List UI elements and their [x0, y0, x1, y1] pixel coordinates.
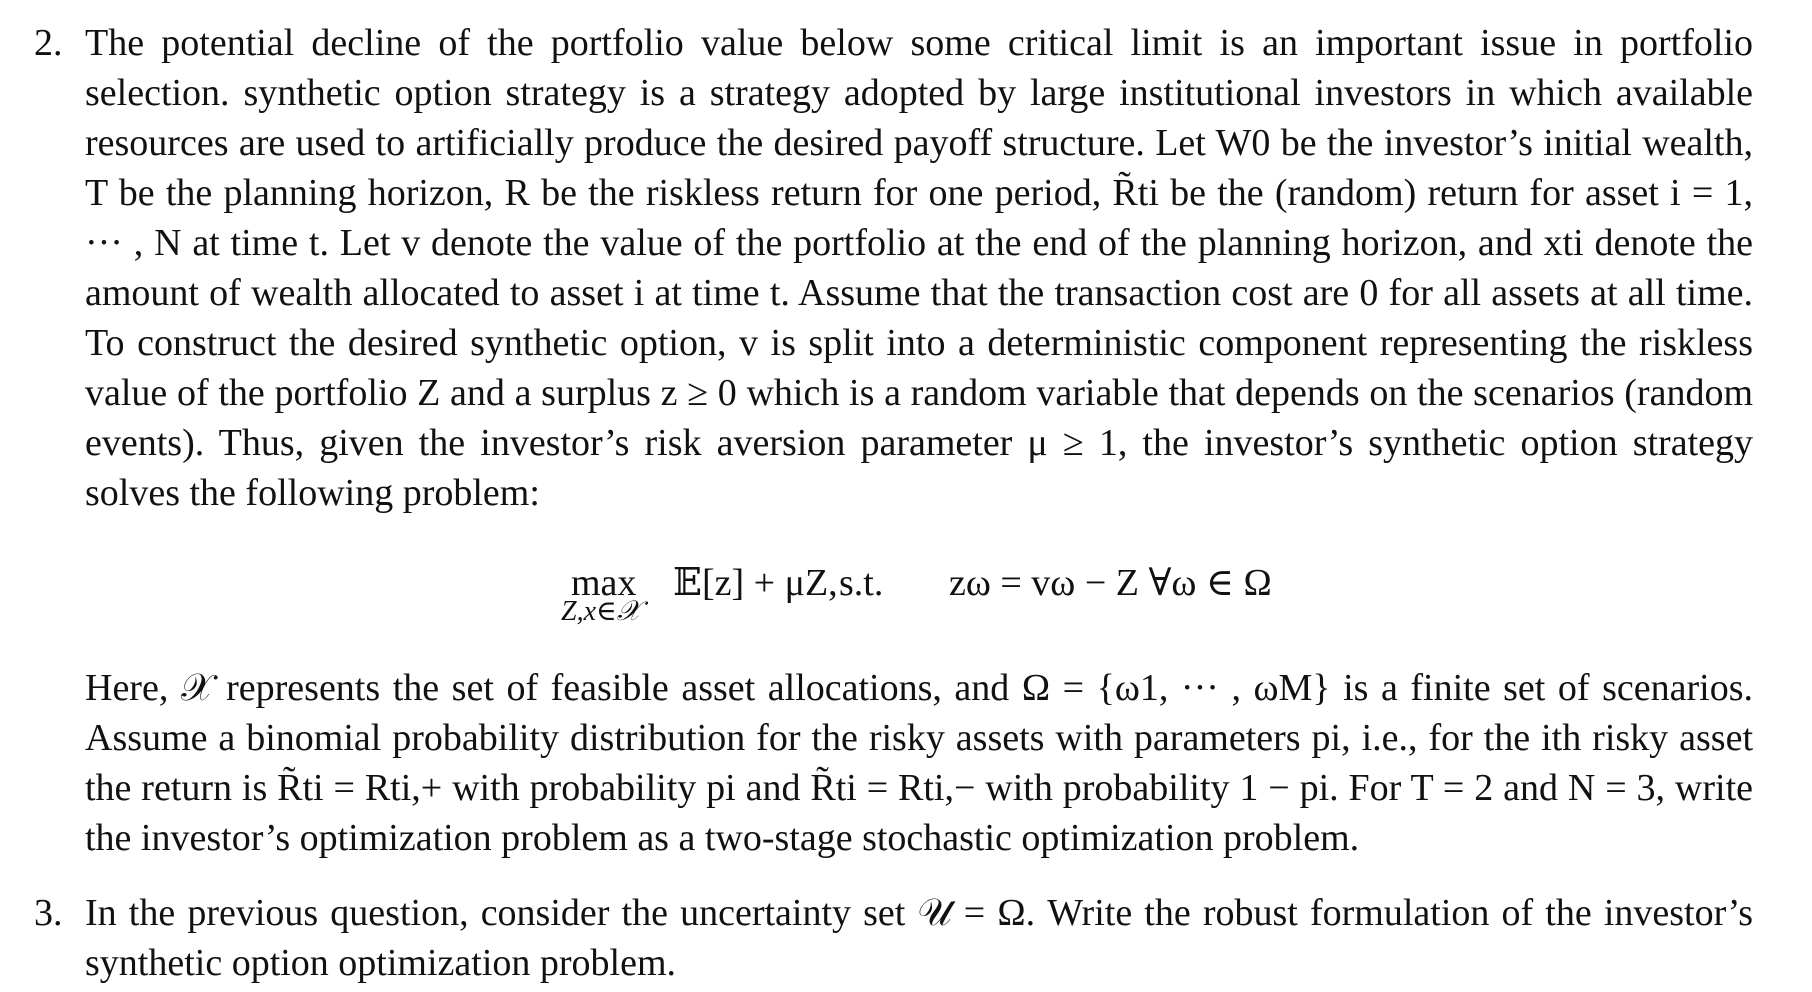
question-2-paragraph-2: Here, 𝒳 represents the set of feasible asset allocations, and Ω = {ω1, ··· , ωM} is a finite set of scenarios. Assume a binomial probability distribution for the risky assets with parameters pi, i.e., for the ith risky asset the return is R̃ti = Rti,+ with probability pi and R̃ti = Rti,− with probability 1 − pi. For T = 2 and N = 3, write the investor’s optimization problem as a two-stage stochastic optimization problem.: [85, 667, 1753, 859]
max-subscript: Z,x∈𝒳: [561, 596, 641, 627]
question-3-paragraph: In the previous question, consider the uncertainty set 𝒰 = Ω. Write the robust formulation of the investor’s synthetic option optimization problem.: [85, 892, 1753, 984]
objective-expression: 𝔼[z] + μZ,: [673, 562, 838, 604]
question-2-number: 2.: [34, 22, 63, 64]
question-3-number: 3.: [34, 892, 63, 934]
constraint-expression: zω = vω − Z ∀ω ∈ Ω: [949, 562, 1272, 604]
question-2-paragraph-1: The potential decline of the portfolio value below some critical limit is an important issue in portfolio selection. synthetic option strategy is a strategy adopted by large institutional investors in which available resources are used to artificially produce the desired payoff structure. Let W0 be the investor’s initial wealth, T be the planning horizon, R be the riskless return for one period, R̃ti be the (random) return for asset i = 1, ··· , N at time t. Let v denote the value of the portfolio at the end of the planning horizon, and xti denote the amount of wealth allocated to asset i at time t. Assume that the transaction cost are 0 for all assets at all time. To construct the desired synthetic option, v is split into a deterministic component representing the riskless value of the portfolio Z and a surplus z ≥ 0 which is a random variable that depends on the scenarios (random events). Thus, given the investor’s risk aversion parameter μ ≥ 1, the investor’s synthetic option strategy solves the following problem:: [85, 22, 1753, 514]
subject-to-label: s.t.: [839, 562, 884, 604]
optimization-equation: [85, 558, 1753, 648]
question-3-body: [85, 888, 1753, 988]
max-operator: max: [571, 562, 637, 604]
